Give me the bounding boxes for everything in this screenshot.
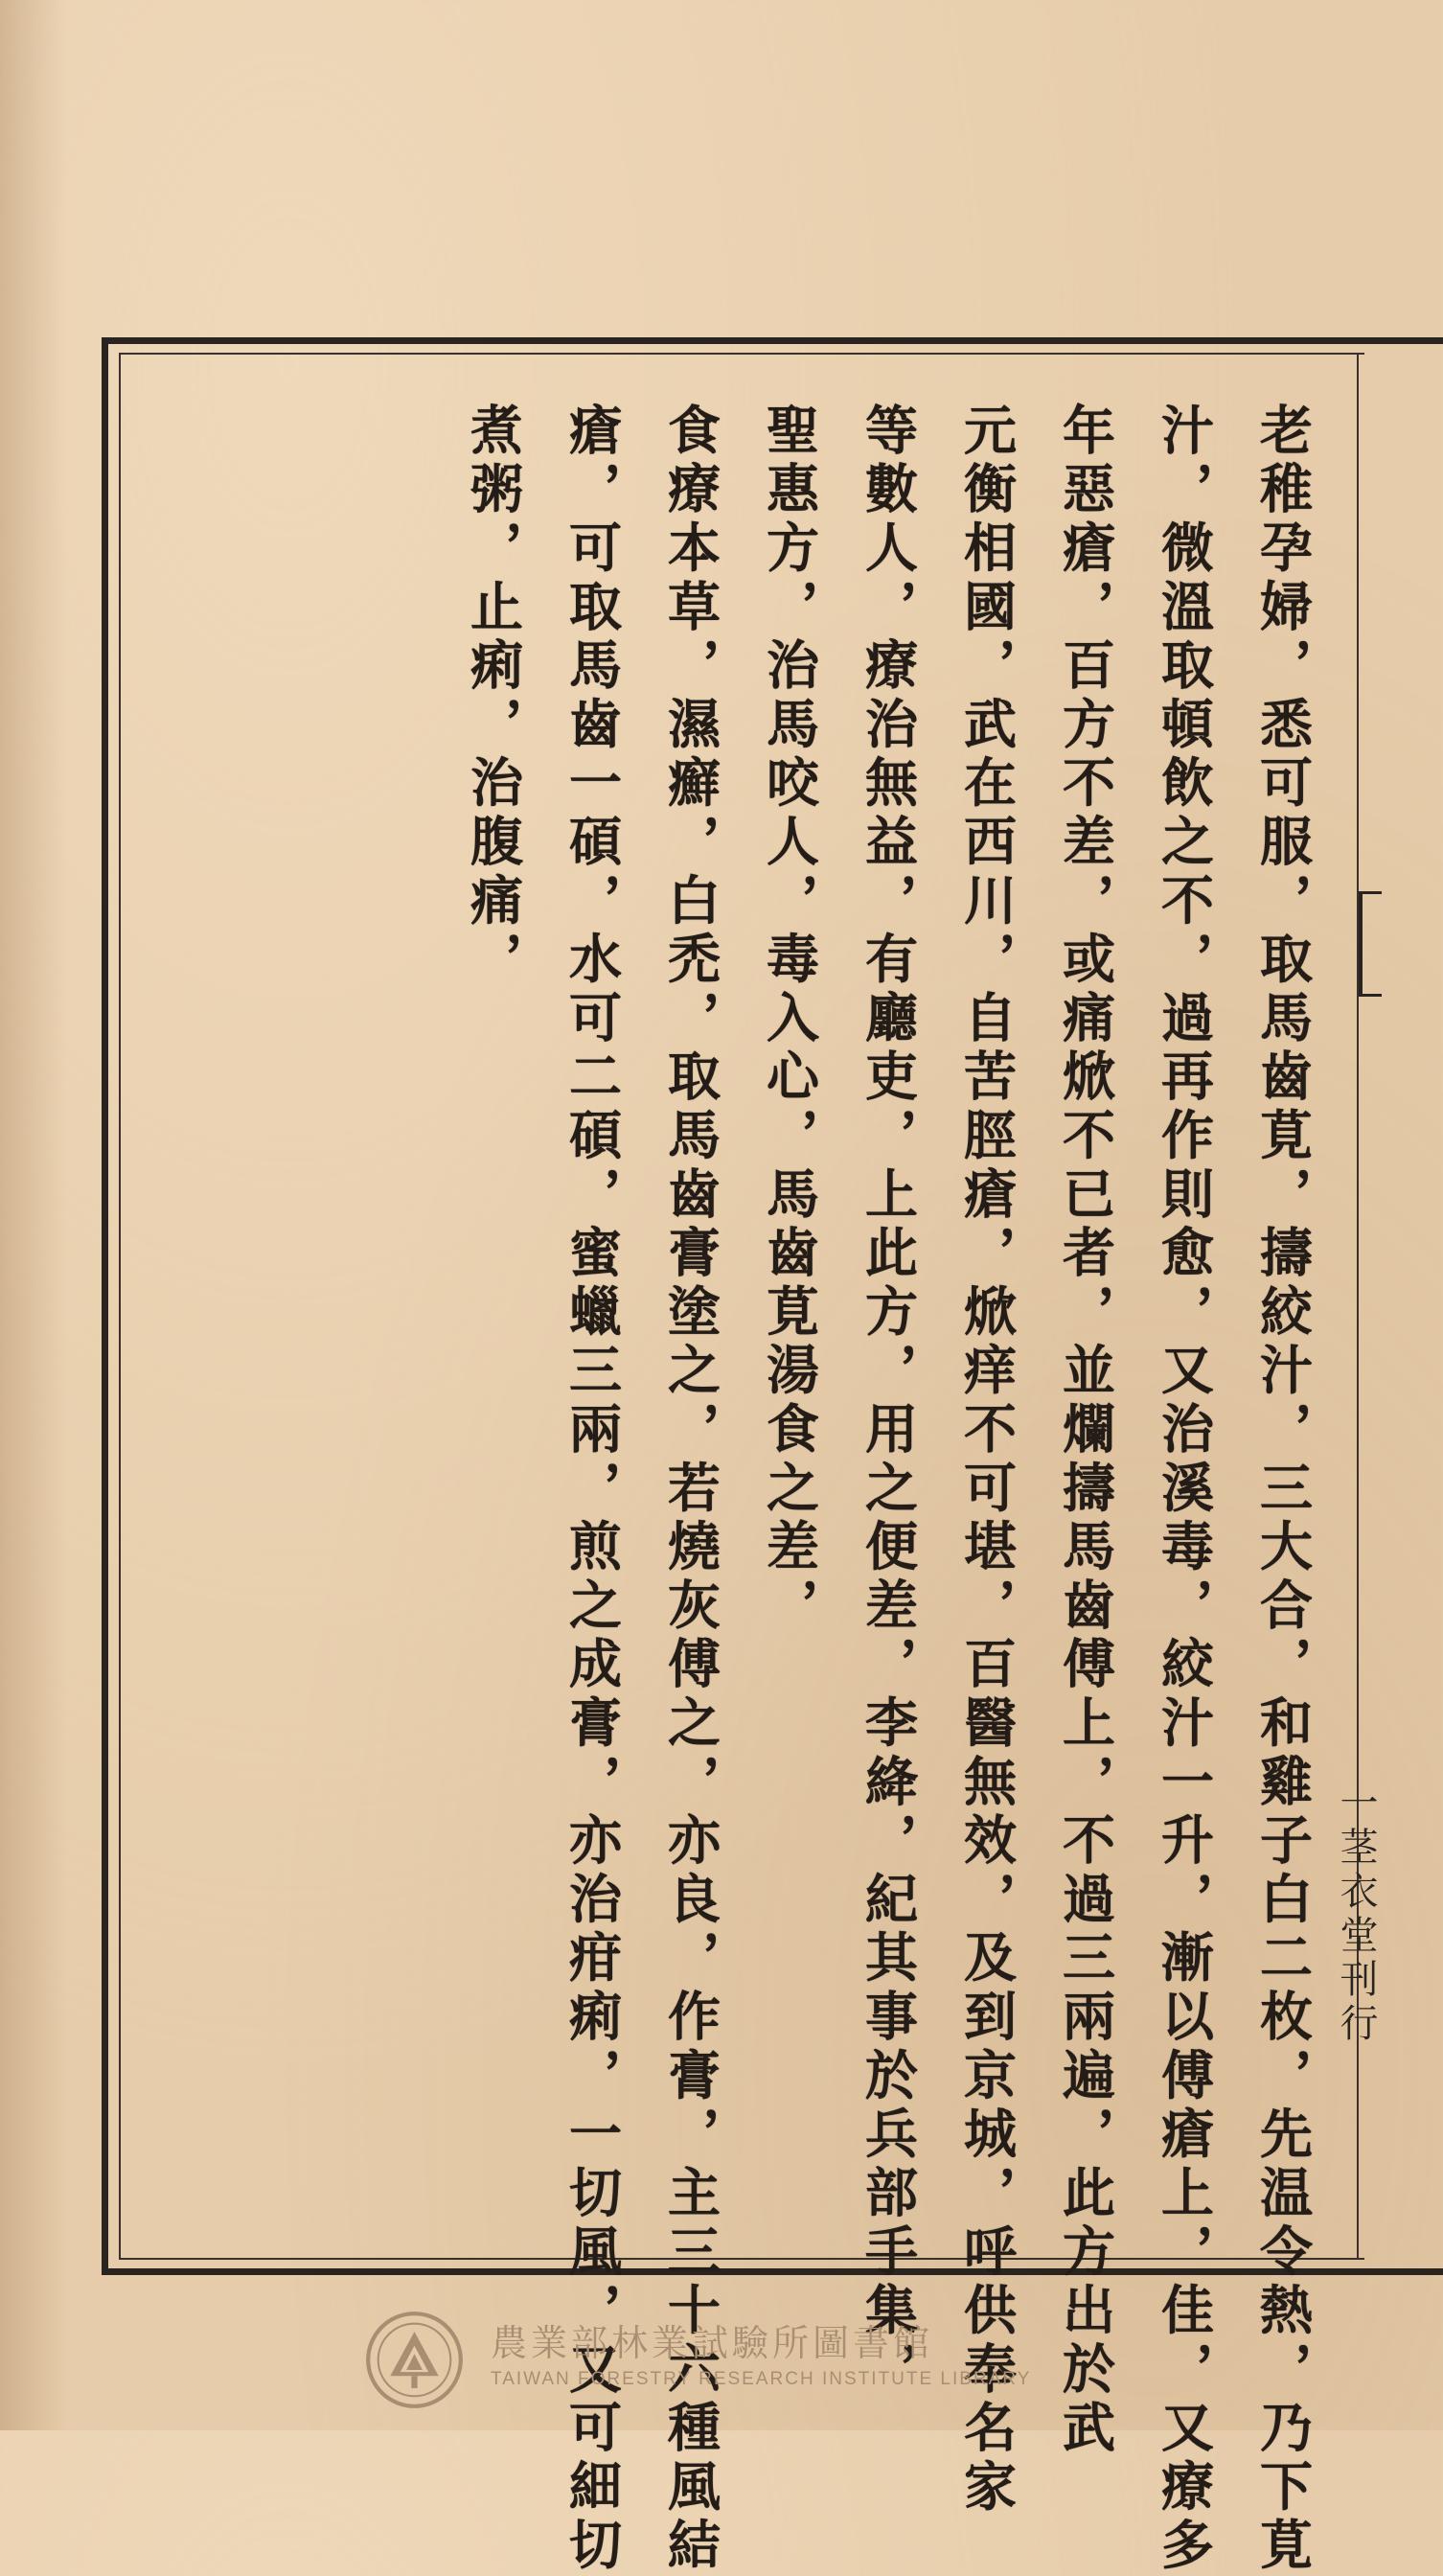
text-line: 老稚孕婦，悉可服，取馬齒莧，擣絞汁，三大合，和雞子白二枚，先温令熱，乃下莧 xyxy=(1251,402,1314,2576)
text-line: 年惡瘡，百方不差，或痛焮不已者，並爛擣馬齒傅上，不過三兩遍，此方出於武 xyxy=(1054,402,1116,2459)
text-line: 聖惠方，治馬咬人，毒入心，馬齒莧湯食之差， xyxy=(758,402,820,1637)
text-line: 煮粥，止痢，治腹痛， xyxy=(462,402,524,990)
spine-publisher-text: 一茎衣堂刊行 xyxy=(1334,1782,1378,2047)
text-line: 瘡，可取馬齒一碩，水可二碩，蜜蠟三兩，煎之成膏，亦治疳痢，一切風，又可細切 xyxy=(561,402,623,2576)
library-name-chinese: 農業部林業試驗所圖書館 xyxy=(491,2322,934,2364)
page-edge-shadow xyxy=(0,0,67,2430)
library-logo-icon xyxy=(364,2310,465,2410)
text-line: 汁，微溫取頓飲之不，過再作則愈，又治溪毒，絞汁一升，漸以傅瘡上，佳，又療多 xyxy=(1153,402,1215,2576)
library-name-english: TAIWAN FORESTRY RESEARCH INSTITUTE LIBRARY xyxy=(491,2369,1032,2389)
text-line: 食療本草，濕癬，白禿，取馬齒膏塗之，若燒灰傅之，亦良，作膏，主三十六種風結 xyxy=(659,402,722,2576)
fishtail-mark xyxy=(1359,891,1382,997)
text-line: 元衡相國，武在西川，自苦脛瘡，焮痒不可堪，百醫無效，及到京城，呼供奉名家 xyxy=(955,402,1018,2518)
text-line: 等數人，療治無益，有廳吏，上此方，用之便差，李絳，紀其事於兵部手集， xyxy=(857,402,919,2401)
